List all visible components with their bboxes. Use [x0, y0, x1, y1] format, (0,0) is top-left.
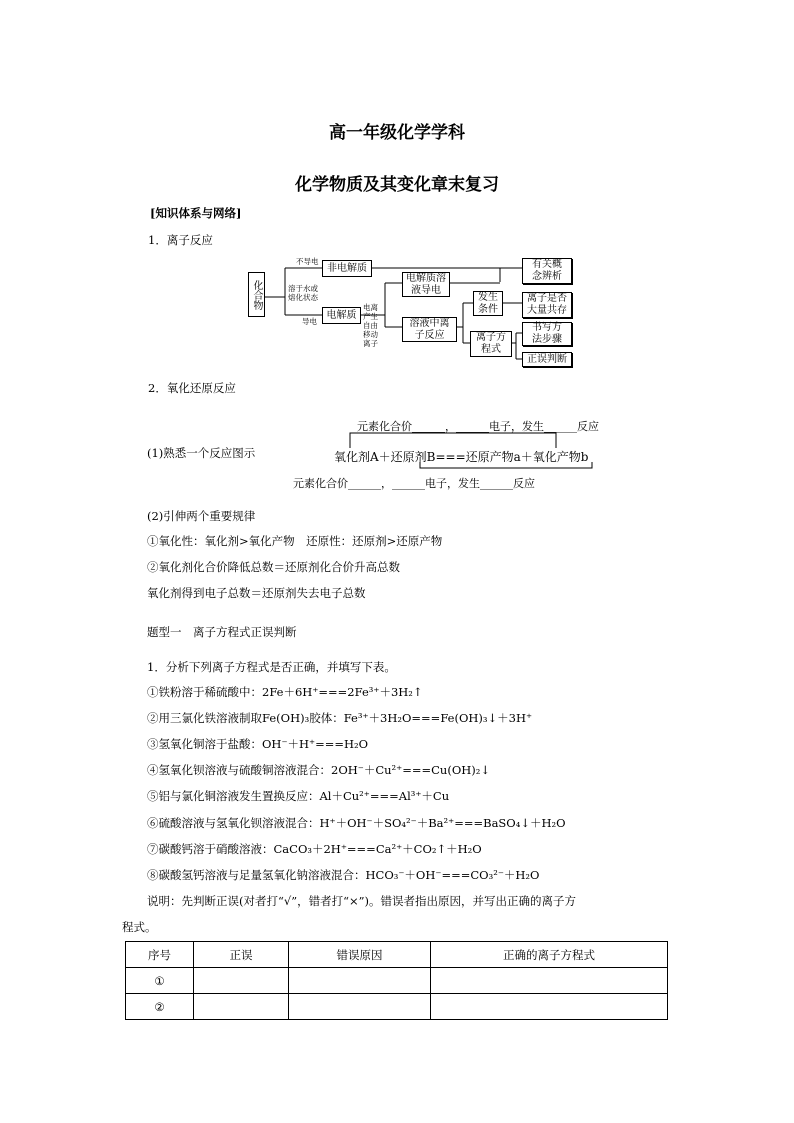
redox-item-2: (2)引伸两个重要规律 — [147, 509, 256, 523]
box-nonelectrolyte: 非电解质 — [322, 260, 372, 277]
label-dissolve: 溶于水或熔化状态 — [288, 284, 318, 302]
box-coexist: 离子是否大量共存 — [522, 292, 572, 318]
page-subtitle: 化学物质及其变化章末复习 — [295, 175, 499, 195]
equation-item: ①铁粉溶于稀硫酸中：2Fe＋6H⁺===2Fe³⁺＋3H₂↑ — [147, 685, 423, 699]
equation-item: ⑥硫酸溶液与氢氧化钡溶液混合：H⁺＋OH⁻＋SO₄²⁻＋Ba²⁺===BaSO₄↓＋H₂O — [147, 816, 566, 830]
label-nonconduct: 不导电 — [296, 257, 319, 266]
box-writing-steps: 书写方法步骤 — [522, 322, 572, 346]
type-1-heading: 题型一 离子方程式正误判断 — [147, 625, 297, 639]
redox-arrows — [0, 0, 794, 520]
table-header-row — [126, 942, 668, 968]
table-cell[interactable] — [431, 994, 668, 1020]
page-title: 高一年级化学学科 — [329, 123, 465, 143]
box-condition: 发生条件 — [473, 291, 503, 316]
equation-item: ⑧碳酸氢钙溶液与足量氢氧化钠溶液混合：HCO₃⁻＋OH⁻===CO₃²⁻＋H₂O — [147, 868, 540, 882]
redox-rule-2: ②氧化剂化合价降低总数＝还原剂化合价升高总数 — [147, 560, 400, 574]
question-1: 1．分析下列离子方程式是否正确，并填写下表。 — [147, 660, 396, 674]
note-line-1: 说明：先判断正误(对者打“√”，错者打“×”)。错误者指出原因，并写出正确的离子方 — [147, 894, 576, 908]
table-header-cell: 序号 — [126, 942, 194, 968]
box-solution-conduct: 电解质溶液导电 — [402, 272, 450, 297]
equation-item: ⑤铝与氯化铜溶液发生置换反应：Al＋Cu²⁺===Al³⁺＋Cu — [147, 789, 450, 803]
redox-rule-3: 氧化剂得到电子总数＝还原剂失去电子总数 — [147, 586, 366, 600]
table-cell[interactable] — [431, 968, 668, 994]
answer-table — [125, 941, 668, 1020]
redox-rule-1: ①氧化性：氧化剂>氧化产物 还原性：还原剂>还原产物 — [147, 534, 443, 548]
note-line-2: 程式。 — [122, 920, 157, 934]
section-2-heading: 2．氧化还原反应 — [148, 381, 236, 395]
redox-item-1: (1)熟悉一个反应图示 — [147, 446, 256, 460]
box-judge: 正误判断 — [522, 352, 572, 367]
box-ionic-equation: 离子方程式 — [470, 331, 512, 357]
table-row — [126, 968, 668, 994]
box-compound: 化合物 — [248, 272, 265, 317]
table-cell[interactable] — [289, 994, 431, 1020]
box-concepts: 有关概念辨析 — [522, 258, 572, 284]
section-label: [知识体系与网络] — [150, 206, 242, 220]
table-header-cell: 错误原因 — [289, 942, 431, 968]
table-cell: ② — [126, 994, 194, 1020]
table-cell[interactable] — [194, 994, 289, 1020]
redox-bottom-line: 元素化合价______，______电子，发生______反应 — [293, 477, 535, 490]
table-header-cell: 正确的离子方程式 — [431, 942, 668, 968]
table-row — [126, 994, 668, 1020]
equation-item: ②用三氯化铁溶液制取Fe(OH)₃胶体：Fe³⁺＋3H₂O===Fe(OH)₃↓＋3H⁺ — [147, 711, 533, 725]
redox-equation: 氧化剂A＋还原剂B===还原产物a＋氧化产物b — [334, 450, 589, 464]
table-cell: ① — [126, 968, 194, 994]
box-ionic-reaction: 溶液中离子反应 — [402, 317, 457, 342]
table-cell[interactable] — [194, 968, 289, 994]
equation-item: ④氢氧化钡溶液与硫酸铜溶液混合：2OH⁻＋Cu²⁺===Cu(OH)₂↓ — [147, 763, 491, 777]
table-cell[interactable] — [289, 968, 431, 994]
box-electrolyte: 电解质 — [322, 307, 361, 324]
equation-item: ⑦碳酸钙溶于硝酸溶液：CaCO₃＋2H⁺===Ca²⁺＋CO₂↑＋H₂O — [147, 842, 482, 856]
label-conduct: 导电 — [302, 317, 317, 326]
redox-top-line: 元素化合价______，______电子，发生______反应 — [357, 420, 599, 433]
equation-item: ③氢氧化铜溶于盐酸：OH⁻＋H⁺===H₂O — [147, 737, 369, 751]
label-ionize: 电离产生自由移动离子 — [363, 303, 378, 348]
table-header-cell: 正误 — [194, 942, 289, 968]
section-1-heading: 1．离子反应 — [148, 233, 213, 247]
